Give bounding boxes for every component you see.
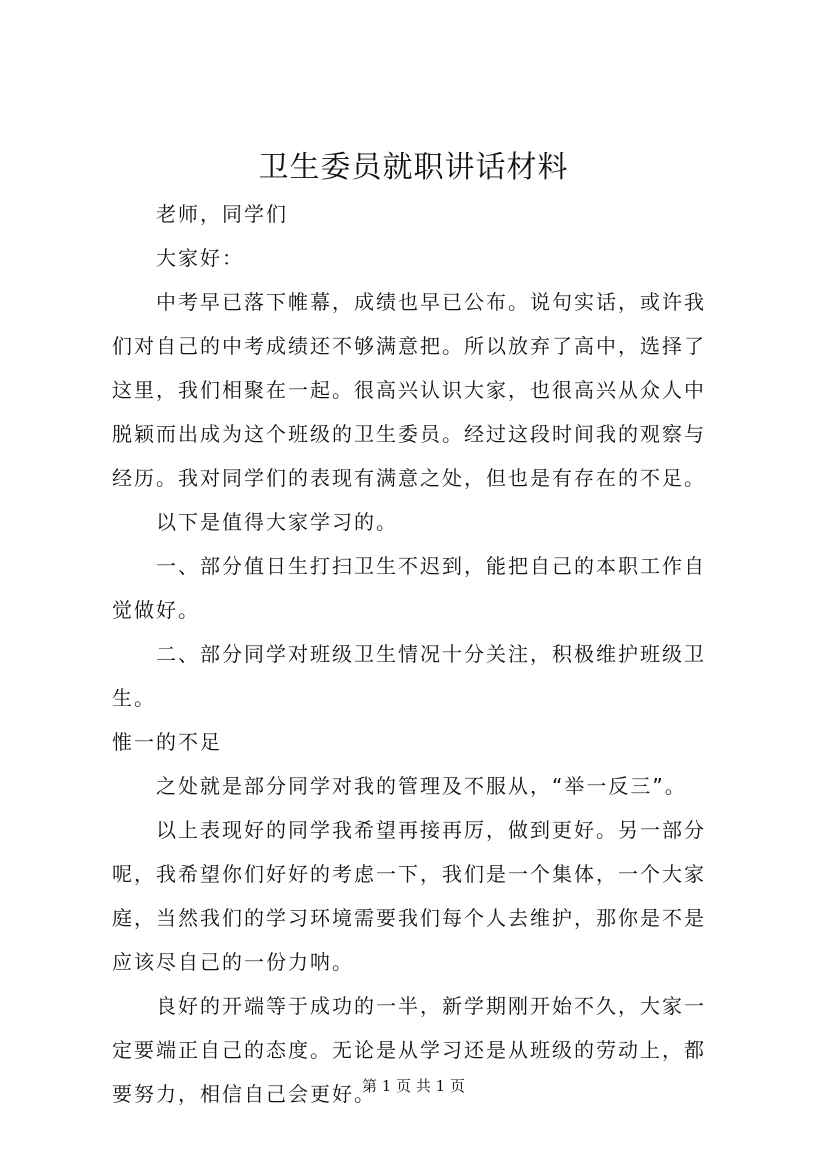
page-footer: 第 1 页 共 1 页	[362, 1077, 465, 1095]
body-paragraph: 良好的开端等于成功的一半，新学期刚开始不久，大家一定要端正自己的态度。无论是从学习还是从班级的劳动上，都要努力，相信自己会更好。	[112, 994, 706, 1106]
body-paragraph: 以上表现好的同学我希望再接再厉，做到更好。另一部分呢，我希望你们好好的考虑一下，我们是一个集体，一个大家庭，当然我们的学习环境需要我们每个人去维护，那你是不是应该尽自己的一份力呐。	[112, 818, 706, 974]
greeting-line: 大家好：	[156, 246, 244, 270]
body-paragraph: 之处就是部分同学对我的管理及不服从，“举一反三”。	[156, 774, 687, 798]
body-paragraph: 惟一的不足	[112, 730, 222, 754]
salutation-line: 老师，同学们	[156, 202, 288, 226]
body-paragraph: 中考早已落下帷幕，成绩也早已公布。说句实话，或许我们对自己的中考成绩还不够满意把。所以放弃了高中，选择了这里，我们相聚在一起。很高兴认识大家，也很高兴从众人中脱颖而出成为这个班级的卫生委员。经过这段时间我的观察与经历。我对同学们的表现有满意之处，但也是有存在的不足。	[112, 290, 706, 490]
body-paragraph: 以下是值得大家学习的。	[156, 510, 398, 534]
list-item: 一、部分值日生打扫卫生不迟到，能把自己的本职工作自觉做好。	[112, 554, 706, 622]
document-body	[112, 192, 724, 1116]
list-item: 二、部分同学对班级卫生情况十分关注，积极维护班级卫生。	[112, 642, 706, 710]
document-title: 卫生委员就职讲话材料	[258, 150, 569, 185]
